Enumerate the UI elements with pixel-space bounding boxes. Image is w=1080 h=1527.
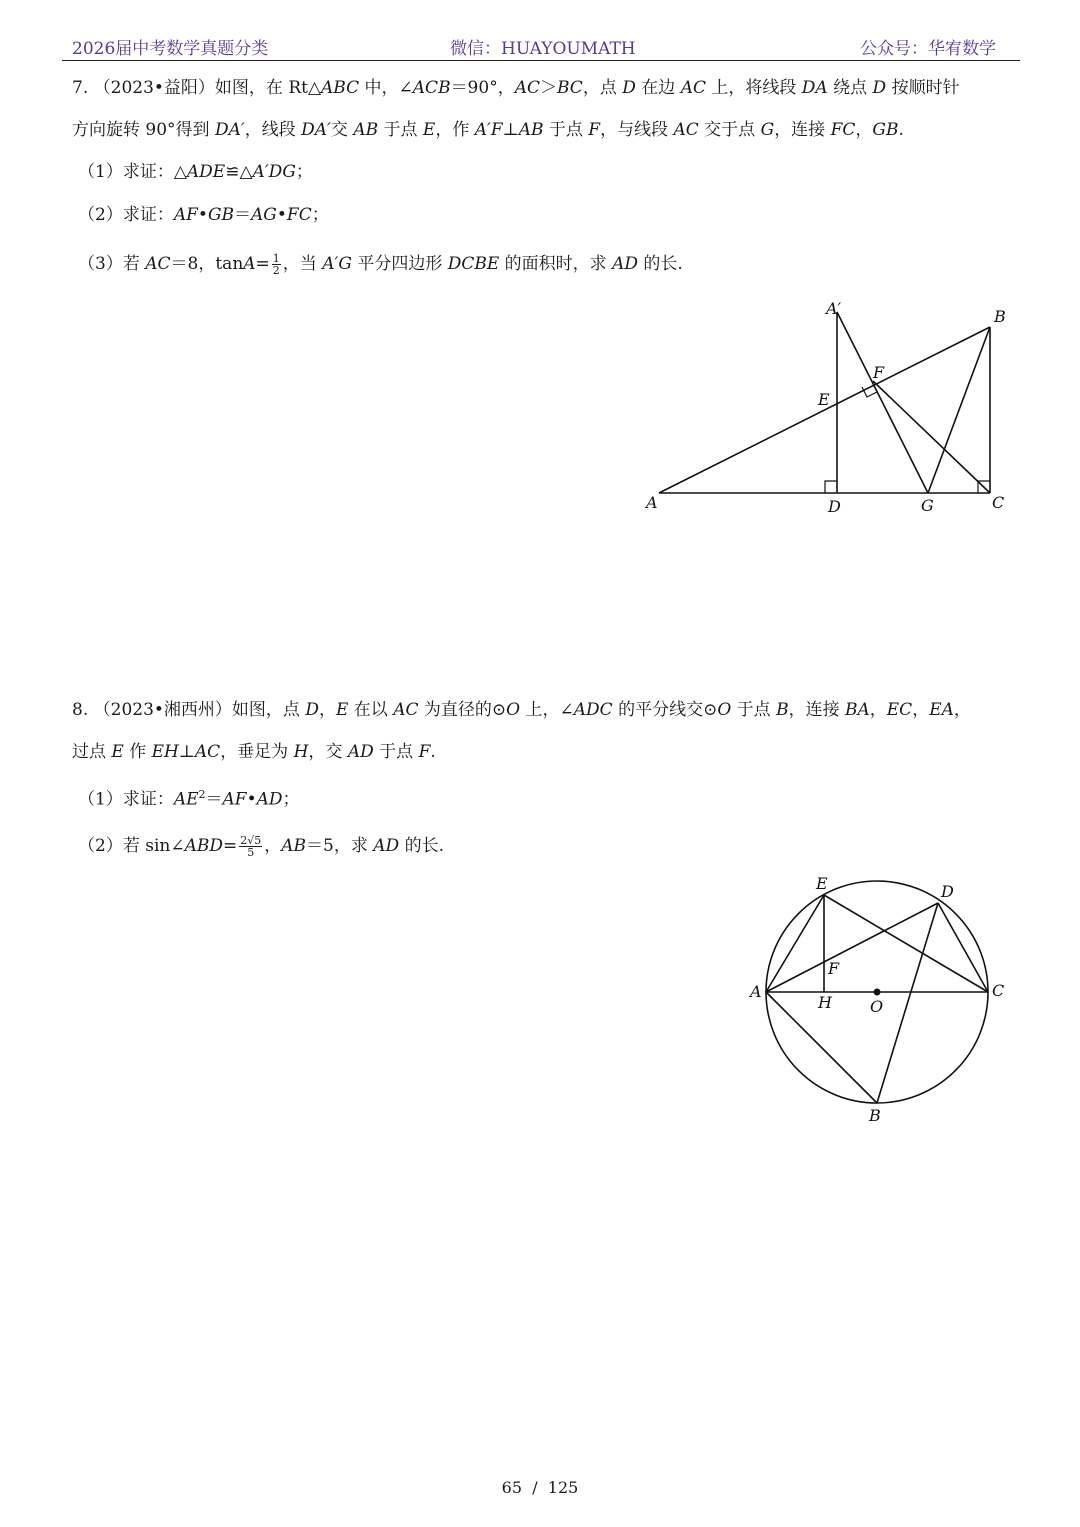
fraction-two-root-five-over-five: $\frac{2√5}{5}$ <box>240 834 262 859</box>
fraction-one-half: $\frac{1}{2}$ <box>272 252 280 277</box>
problem8-question2: （2）若 sin∠ABD= $\frac{2√5}{5}$ ，AB＝5，求 AD 的长. <box>78 834 444 859</box>
center-point-O <box>874 989 881 996</box>
label-A: A <box>646 493 658 512</box>
problem8-figure <box>740 865 1020 1130</box>
problem7-figure <box>630 290 1020 525</box>
problem7-statement-line2: 方向旋转 90°得到 DA′，线段 DA′交 AB 于点 E，作 A′F⊥AB 于点 F，与线段 AC 交于点 G，连接 FC，GB. <box>72 120 904 140</box>
label-D: D <box>828 497 841 516</box>
page-header <box>62 32 1020 61</box>
label-H: H <box>818 993 832 1012</box>
problem7-question1: （1）求证：△ADE≌△A′DG； <box>78 162 313 182</box>
problem8-statement-line2: 过点 E 作 EH⊥AC，垂足为 H，交 AD 于点 F. <box>72 742 436 762</box>
label-A-prime: A′ <box>826 299 842 318</box>
page-number: 65 / 125 <box>501 1478 579 1497</box>
label-O: O <box>870 997 884 1016</box>
problem7-statement-line1: 7. （2023•益阳）如图，在 Rt△ABC 中，∠ACB＝90°，AC＞BC，点 D 在边 AC 上，将线段 DA 绕点 D 按顺时针 <box>72 78 960 98</box>
header-public-account: 公众号：华宥数学 <box>860 39 996 59</box>
label-D: D <box>941 882 954 901</box>
label-F: F <box>873 363 885 382</box>
label-C: C <box>992 493 1005 512</box>
problem7-question3: （3）若 AC＝8，tanA= $\frac{1}{2}$ ，当 A′G 平分四边形 DCBE 的面积时，求 AD 的长. <box>78 252 683 277</box>
problem8-statement-line1: 8. （2023•湘西州）如图，点 D，E 在以 AC 为直径的⊙O 上，∠ADC 的平分线交⊙O 于点 B，连接 BA，EC，EA， <box>72 700 971 720</box>
label-B: B <box>869 1106 881 1125</box>
label-G: G <box>921 496 934 515</box>
problem8-question1: （1）求证：$AE^2=AF•AD$； <box>78 788 300 810</box>
label-F: F <box>828 959 840 978</box>
label-E: E <box>816 874 828 893</box>
label-E: E <box>818 390 830 409</box>
label-B: B <box>994 307 1006 326</box>
header-wechat: 微信：HUAYOUMATH <box>450 39 636 59</box>
label-A: A <box>750 982 762 1001</box>
problem7-question2: （2）求证：AF•GB＝AG•FC； <box>78 205 329 225</box>
header-series-title: 2026届中考数学真题分类 <box>72 39 269 59</box>
label-C: C <box>992 981 1005 1000</box>
